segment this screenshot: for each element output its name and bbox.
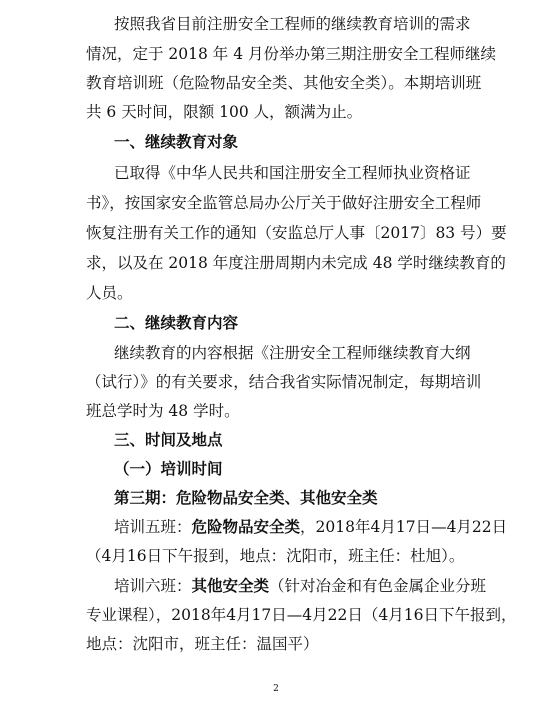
section-2-line-1: 继续教育的内容根据《注册安全工程师继续教育大纲 (114, 344, 471, 362)
class-6-line-2: 专业课程），2018年4月17日—4月22日（4月16日下午报到， (86, 606, 517, 624)
section-2-line-2: （试行）》的有关要求，结合我省实际情况制定，每期培训 (86, 373, 482, 391)
intro-line-2: 情况，定于 2018 年 4 月份举办第三期注册安全工程师继续 (86, 45, 497, 63)
class-5-line-2: （4月16日下午报到，地点：沈阳市，班主任：杜旭）。 (86, 547, 465, 565)
period-heading: 第三期：危险物品安全类、其他安全类 (114, 488, 378, 507)
class-6-line-3: 地点：沈阳市，班主任：温国平） (86, 635, 319, 653)
section-1-line-2: 书》，按国家安全监管总局办公厅关于做好注册安全工程师 (86, 194, 482, 212)
class-5-category: 危险物品安全类 (191, 517, 301, 536)
section-1-line-1: 已取得《中华人民共和国注册安全工程师执业资格证 (114, 164, 471, 182)
section-1-line-4: 求，以及在 2018 年度注册周期内未完成 48 学时继续教育的 (86, 254, 506, 272)
class-6-note: （针对冶金和有色金属企业分班 (269, 577, 487, 595)
section-1-line-5: 人员。 (86, 284, 133, 302)
intro-line-1: 按照我省目前注册安全工程师的继续教育培训的需求 (114, 15, 471, 33)
class-5-prefix: 培训五班： (114, 518, 192, 536)
intro-line-4: 共 6 天时间，限额 100 人，额满为止。 (86, 103, 363, 121)
class-5-dates: ，2018年4月17日—4月22日 (300, 518, 508, 536)
section-1-heading: 一、继续教育对象 (114, 132, 239, 151)
section-1-line-3: 恢复注册有关工作的通知（安监总厅人事〔2017〕83 号）要 (86, 224, 507, 242)
section-2-line-3: 班总学时为 48 学时。 (86, 402, 240, 420)
class-6-line-1 (0, 576, 552, 596)
subsection-1-heading: （一）培训时间 (114, 459, 223, 478)
section-3-heading: 三、时间及地点 (114, 430, 223, 449)
section-2-heading: 二、继续教育内容 (114, 313, 239, 332)
class-6-category: 其他安全类 (191, 576, 270, 595)
intro-line-3: 教育培训班（危险物品安全类、其他安全类）。本期培训班 (86, 74, 482, 92)
class-5-line-1 (0, 517, 552, 537)
class-6-prefix: 培训六班： (114, 577, 192, 595)
page-number: 2 (273, 684, 279, 694)
